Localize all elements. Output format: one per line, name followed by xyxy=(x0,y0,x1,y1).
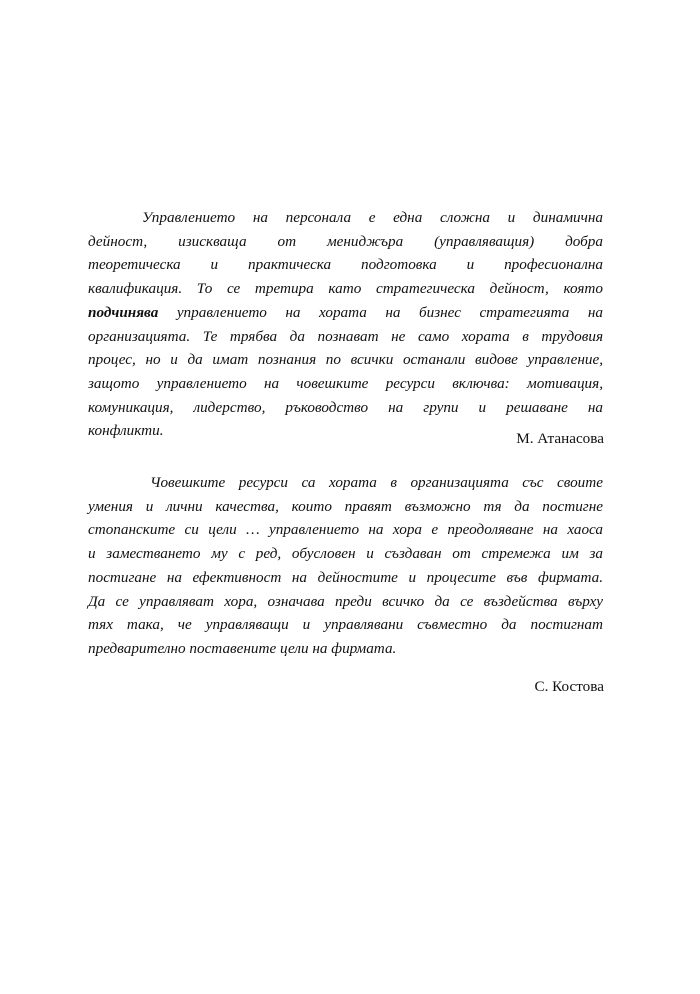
quote-line: процес, но и да имат познания по всички останали видове управление, xyxy=(88,351,603,369)
quote-line: тях така, че управляващи и управлявани съвместно да постигнат xyxy=(88,616,603,634)
quote-line: стопанските си цели … управлението на хора е преодоляване на хаоса xyxy=(88,521,603,539)
quote-line: Човешките ресурси са хората в организацията със своите xyxy=(150,474,603,491)
quote-line: теоретическа и практическа подготовка и професионална xyxy=(88,256,603,274)
quote-kostova xyxy=(88,471,603,661)
author-atanasova: М. Атанасова xyxy=(516,430,604,447)
quote-line: постигане на ефективност на дейностите и процесите във фирмата. xyxy=(88,568,603,586)
quote-line: конфликти. xyxy=(88,422,164,440)
quote-line: защото управлението на човешките ресурси включва: мотивация, xyxy=(88,374,603,392)
quote-atanasova xyxy=(88,206,603,443)
quote-line: и заместването му с ред, обусловен и създаван от стремежа им за xyxy=(88,545,603,563)
quote-line: Управлението на персонала е една сложна и динамична xyxy=(142,209,603,226)
quote-line: Да се управляват хора, означава преди всичко да се въздейства върху xyxy=(88,592,603,610)
author-kostova: С. Костова xyxy=(534,678,604,695)
quote-line: дейност, изискваща от мениджъра (управляващия) добра xyxy=(88,232,603,250)
quote-line xyxy=(88,301,603,325)
quote-line-rest: управлението на хората на бизнес стратегията на xyxy=(158,303,603,321)
quote-line: квалификация. То се третира като стратегическа дейност, която xyxy=(88,280,603,298)
quote-line: предварително поставените цели на фирмата. xyxy=(88,639,397,657)
quote-line: комуникация, лидерство, ръководство на групи и решаване на xyxy=(88,398,603,416)
quote-line: умения и лични качества, които правят възможно тя да постигне xyxy=(88,497,603,515)
bold-keyword: подчинява xyxy=(88,303,159,321)
quote-line: организацията. Те трябва да познават не само хората в трудовия xyxy=(88,327,603,345)
